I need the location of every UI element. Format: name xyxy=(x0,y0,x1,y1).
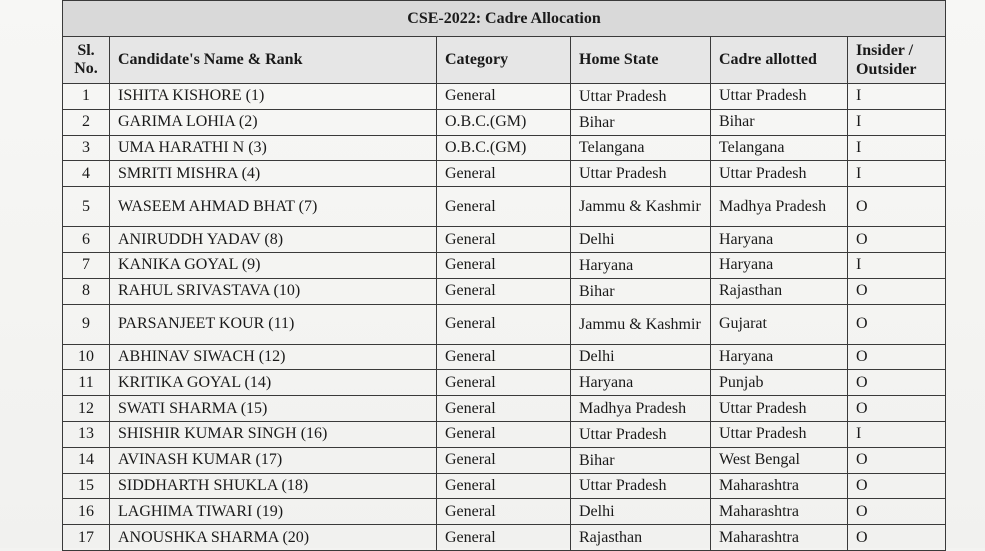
table-row xyxy=(63,252,946,278)
cell-sl-no: 15 xyxy=(63,473,110,499)
cell-sl-no: 5 xyxy=(63,187,110,227)
cell-candidate-name: ABHINAV SIWACH (12) xyxy=(110,344,437,370)
table-row xyxy=(63,447,946,473)
cell-insider-outsider: I xyxy=(848,109,946,135)
cell-insider-outsider: I xyxy=(848,135,946,161)
cell-insider-outsider: O xyxy=(848,304,946,344)
cell-category: General xyxy=(437,499,571,525)
cell-cadre: Maharashtra xyxy=(711,525,848,551)
cell-insider-outsider: O xyxy=(848,447,946,473)
cell-category: General xyxy=(437,161,571,187)
header-io-line2: Outsider xyxy=(856,61,917,78)
cell-category: General xyxy=(437,252,571,278)
cell-sl-no: 4 xyxy=(63,161,110,187)
table-row xyxy=(63,161,946,187)
header-name: Candidate's Name & Rank xyxy=(110,37,437,84)
cell-candidate-name: UMA HARATHI N (3) xyxy=(110,135,437,161)
cell-sl-no: 14 xyxy=(63,447,110,473)
cell-home-state: Jammu & Kashmir xyxy=(571,187,711,227)
table-row xyxy=(63,304,946,344)
cell-cadre: Haryana xyxy=(711,344,848,370)
cell-home-state: Haryana xyxy=(571,252,711,278)
cell-cadre: Telangana xyxy=(711,135,848,161)
cell-candidate-name: PARSANJEET KOUR (11) xyxy=(110,304,437,344)
cell-candidate-name: KRITIKA GOYAL (14) xyxy=(110,370,437,396)
table-row xyxy=(63,84,946,110)
cell-candidate-name: AVINASH KUMAR (17) xyxy=(110,447,437,473)
table-row xyxy=(63,525,946,551)
cell-sl-no: 1 xyxy=(63,84,110,110)
cell-candidate-name: KANIKA GOYAL (9) xyxy=(110,252,437,278)
cell-home-state: Jammu & Kashmir xyxy=(571,304,711,344)
cell-insider-outsider: I xyxy=(848,84,946,110)
table-row xyxy=(63,135,946,161)
cell-insider-outsider: I xyxy=(848,252,946,278)
cell-candidate-name: SIDDHARTH SHUKLA (18) xyxy=(110,473,437,499)
header-home-state: Home State xyxy=(571,37,711,84)
header-sl-no-line2: No. xyxy=(74,60,98,77)
table-row xyxy=(63,473,946,499)
header-io-line1: Insider / xyxy=(856,42,914,59)
header-sl-no xyxy=(63,37,110,84)
cell-candidate-name: ANOUSHKA SHARMA (20) xyxy=(110,525,437,551)
table-body xyxy=(63,84,946,551)
table-row xyxy=(63,370,946,396)
cell-home-state: Bihar xyxy=(571,109,711,135)
cell-category: General xyxy=(437,227,571,253)
cell-home-state: Telangana xyxy=(571,135,711,161)
cell-home-state: Delhi xyxy=(571,344,711,370)
cell-cadre: West Bengal xyxy=(711,447,848,473)
cell-home-state: Delhi xyxy=(571,227,711,253)
cell-cadre: Uttar Pradesh xyxy=(711,84,848,110)
cell-insider-outsider: O xyxy=(848,499,946,525)
cell-candidate-name: RAHUL SRIVASTAVA (10) xyxy=(110,278,437,304)
cell-category: General xyxy=(437,473,571,499)
cell-home-state: Uttar Pradesh xyxy=(571,84,711,110)
cell-candidate-name: SWATI SHARMA (15) xyxy=(110,396,437,422)
cell-category: General xyxy=(437,278,571,304)
cell-sl-no: 13 xyxy=(63,421,110,447)
cell-cadre: Bihar xyxy=(711,109,848,135)
cell-insider-outsider: I xyxy=(848,421,946,447)
table-row xyxy=(63,187,946,227)
cell-sl-no: 11 xyxy=(63,370,110,396)
table-row xyxy=(63,109,946,135)
cell-category: O.B.C.(GM) xyxy=(437,135,571,161)
table-row xyxy=(63,278,946,304)
cell-home-state: Bihar xyxy=(571,447,711,473)
table-title-row xyxy=(63,1,946,37)
cell-category: General xyxy=(437,370,571,396)
cell-cadre: Haryana xyxy=(711,227,848,253)
cell-home-state: Delhi xyxy=(571,499,711,525)
cell-insider-outsider: O xyxy=(848,344,946,370)
cell-candidate-name: SMRITI MISHRA (4) xyxy=(110,161,437,187)
cell-insider-outsider: O xyxy=(848,473,946,499)
table-title: CSE-2022: Cadre Allocation xyxy=(63,1,946,37)
cell-cadre: Uttar Pradesh xyxy=(711,396,848,422)
header-insider-outsider xyxy=(848,37,946,84)
cell-category: General xyxy=(437,84,571,110)
cell-category: General xyxy=(437,525,571,551)
cell-category: General xyxy=(437,187,571,227)
cell-insider-outsider: O xyxy=(848,525,946,551)
cell-sl-no: 16 xyxy=(63,499,110,525)
cell-sl-no: 12 xyxy=(63,396,110,422)
cell-home-state: Uttar Pradesh xyxy=(571,421,711,447)
cell-sl-no: 17 xyxy=(63,525,110,551)
cell-candidate-name: LAGHIMA TIWARI (19) xyxy=(110,499,437,525)
cell-sl-no: 10 xyxy=(63,344,110,370)
table-row xyxy=(63,396,946,422)
cell-home-state: Madhya Pradesh xyxy=(571,396,711,422)
cell-sl-no: 9 xyxy=(63,304,110,344)
cell-cadre: Madhya Pradesh xyxy=(711,187,848,227)
cell-candidate-name: WASEEM AHMAD BHAT (7) xyxy=(110,187,437,227)
cell-cadre: Uttar Pradesh xyxy=(711,421,848,447)
table-row xyxy=(63,499,946,525)
cell-sl-no: 8 xyxy=(63,278,110,304)
cell-sl-no: 3 xyxy=(63,135,110,161)
table-row xyxy=(63,421,946,447)
cell-home-state: Uttar Pradesh xyxy=(571,473,711,499)
cell-category: General xyxy=(437,344,571,370)
cell-insider-outsider: O xyxy=(848,227,946,253)
cell-candidate-name: ANIRUDDH YADAV (8) xyxy=(110,227,437,253)
table-row xyxy=(63,344,946,370)
cell-insider-outsider: O xyxy=(848,396,946,422)
cell-insider-outsider: O xyxy=(848,187,946,227)
cell-sl-no: 7 xyxy=(63,252,110,278)
cell-sl-no: 2 xyxy=(63,109,110,135)
cell-home-state: Haryana xyxy=(571,370,711,396)
cell-cadre: Uttar Pradesh xyxy=(711,161,848,187)
cell-candidate-name: ISHITA KISHORE (1) xyxy=(110,84,437,110)
cell-home-state: Rajasthan xyxy=(571,525,711,551)
cell-insider-outsider: I xyxy=(848,161,946,187)
cell-cadre: Punjab xyxy=(711,370,848,396)
header-cadre: Cadre allotted xyxy=(711,37,848,84)
cell-insider-outsider: O xyxy=(848,370,946,396)
cell-candidate-name: GARIMA LOHIA (2) xyxy=(110,109,437,135)
cell-category: O.B.C.(GM) xyxy=(437,109,571,135)
cell-category: General xyxy=(437,421,571,447)
cell-category: General xyxy=(437,304,571,344)
cadre-allocation-table xyxy=(62,0,946,551)
header-sl-no-line1: Sl. xyxy=(77,42,95,59)
cell-cadre: Gujarat xyxy=(711,304,848,344)
cell-sl-no: 6 xyxy=(63,227,110,253)
cell-home-state: Uttar Pradesh xyxy=(571,161,711,187)
cell-category: General xyxy=(437,447,571,473)
cell-insider-outsider: O xyxy=(848,278,946,304)
cell-home-state: Bihar xyxy=(571,278,711,304)
table-row xyxy=(63,227,946,253)
cell-cadre: Haryana xyxy=(711,252,848,278)
header-category: Category xyxy=(437,37,571,84)
cell-candidate-name: SHISHIR KUMAR SINGH (16) xyxy=(110,421,437,447)
cell-cadre: Maharashtra xyxy=(711,473,848,499)
cell-cadre: Maharashtra xyxy=(711,499,848,525)
cell-category: General xyxy=(437,396,571,422)
cell-cadre: Rajasthan xyxy=(711,278,848,304)
table-header-row xyxy=(63,37,946,84)
